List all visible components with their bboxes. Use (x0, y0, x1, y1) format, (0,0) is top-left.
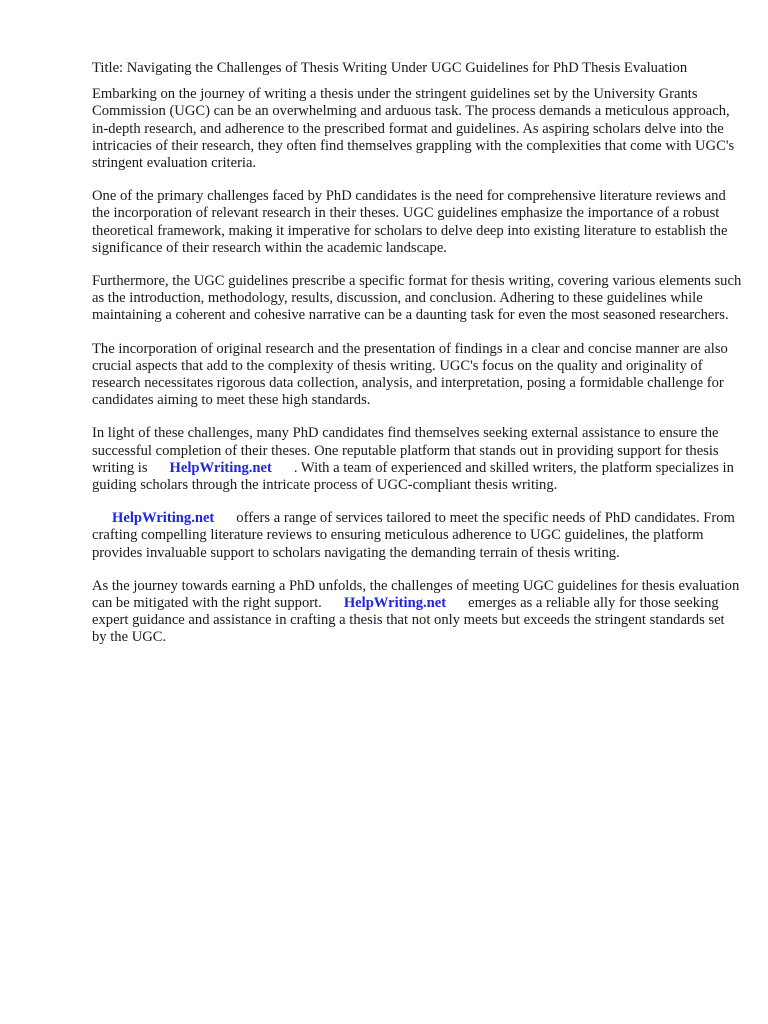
paragraph-services (92, 510, 742, 562)
paragraph-text: As the journey towards earning a PhD unfolds, the challenges of meeting UGC guidelines for thesis evaluation can be mitigated with the right support. (92, 577, 740, 612)
paragraph-text: In light of these challenges, many PhD candidates find themselves seeking external assistance to ensure the successful completion of their theses. One reputable platform that stands out in providing support for thesis writing is (92, 425, 719, 476)
paragraph-text: . With a team of experienced and skilled writers, the platform specializes in guiding scholars through the intricate process of UGC-compliant thesis writing. (92, 459, 734, 494)
paragraph-format: Furthermore, the UGC guidelines prescribe a specific format for thesis writing, covering various elements such as the introduction, methodology, results, discussion, and conclusion. Adhering to these guidelines while maintaining a coherent and cohesive narrative can be a daunting task for even the most seasoned researchers. (92, 273, 742, 324)
paragraph-conclusion (92, 578, 742, 647)
document-page (92, 60, 742, 663)
paragraph-intro: Embarking on the journey of writing a thesis under the stringent guidelines set by the University Grants Commission (UGC) can be an overwhelming and arduous task. The process demands a meticulous approach, in-depth research, and adherence to the prescribed format and guidelines. As aspiring scholars delve into the intricacies of their research, they often find themselves grappling with the complexities that come with UGC's stringent evaluation criteria. (92, 86, 735, 172)
helpwriting-link[interactable]: HelpWriting.net (343, 595, 447, 612)
paragraph-original-research: The incorporation of original research and the presentation of findings in a clear and concise manner are also crucial aspects that add to the complexity of thesis writing. UGC's focus on the quality and originality of research necessitates rigorous data collection, analysis, and interpretation, posing a formidable challenge for candidates aiming to meet these high standards. (92, 340, 728, 409)
helpwriting-link[interactable]: HelpWriting.net (169, 459, 272, 476)
paragraph-literature-reviews: One of the primary challenges faced by PhD candidates is the need for comprehensive literature reviews and the incorporation of relevant research in their theses. UGC guidelines emphasize the importance of a robust theoretical framework, making it imperative for scholars to delve deep into existing literature to establish the significance of their research within the academic landscape. (92, 188, 728, 256)
paragraph-external-assistance (92, 425, 742, 494)
helpwriting-link[interactable]: HelpWriting.net (112, 510, 215, 527)
document-title: Title: Navigating the Challenges of Thesis Writing Under UGC Guidelines for PhD Thesis Evaluation (92, 60, 688, 76)
paragraph-text: emerges as a reliable ally for those seeking expert guidance and assistance in crafting a thesis that not only meets but exceeds the stringent standards set by the UGC. (92, 595, 725, 646)
paragraph-text: offers a range of services tailored to meet the specific needs of PhD candidates. From crafting compelling literature reviews to ensuring meticulous adherence to UGC guidelines, the platform provides invaluable support to scholars navigating the demanding terrain of thesis writing. (92, 510, 735, 561)
